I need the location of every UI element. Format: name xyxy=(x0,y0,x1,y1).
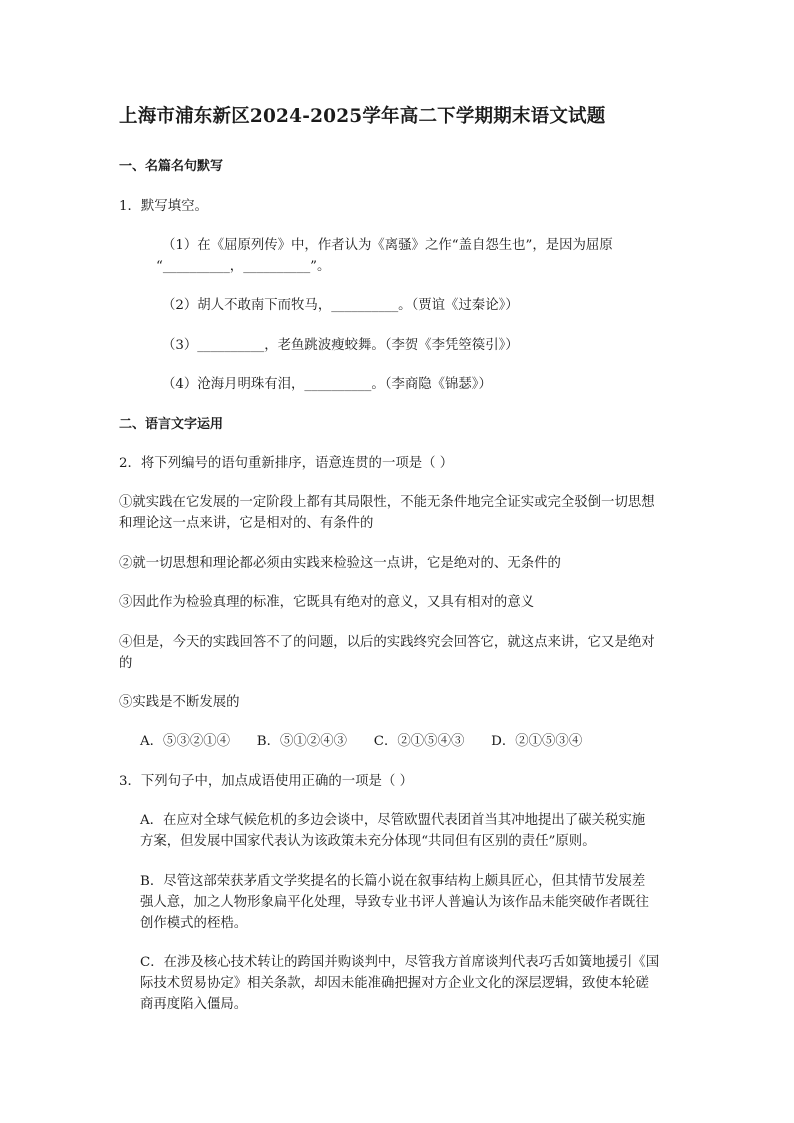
question-1-item-4: （4）沧海月明珠有泪，__________。（李商隐《锦瑟》） xyxy=(162,377,492,392)
question-3-stem: 3．下列句子中，加点成语使用正确的一项是（ ） xyxy=(119,774,413,789)
question-3-option-b: B．尽管这部荣获茅盾文学奖提名的长篇小说在叙事结构上颇具匠心，但其情节发展差 xyxy=(140,874,646,889)
question-2-stem: 2．将下列编号的语句重新排序，语意连贯的一项是（ ） xyxy=(119,456,454,471)
question-2-sentence-4: ④但是，今天的实践回答不了的问题，以后的实践终究会回答它，就这点来讲，它又是绝对 xyxy=(119,635,655,650)
question-3-option-c-cont-1: 际技术贸易协定》相关条款，却因未能准确把握对方企业文化的深层逻辑，致使本轮磋 xyxy=(140,976,649,991)
section-heading-1: 一、名篇名句默写 xyxy=(119,159,224,174)
question-3-option-c-cont-2: 商再度陷入僵局。 xyxy=(140,997,248,1012)
question-3-option-a: A．在应对全球气候危机的多边会谈中，尽管欧盟代表团首当其冲地提出了碳关税实施 xyxy=(140,813,646,828)
question-1-item-2: （2）胡人不敢南下而牧马，__________。（贾谊《过秦论》） xyxy=(162,298,519,313)
question-1-item-1-cont: “__________，__________”。 xyxy=(156,259,331,274)
question-1-item-3: （3）__________，老鱼跳波瘦蛟舞。（李贺《李凭箜篌引》） xyxy=(162,338,519,353)
question-1-stem: 1．默写填空。 xyxy=(119,199,208,214)
question-3-option-b-cont-2: 创作模式的桎梏。 xyxy=(140,916,248,931)
question-2-options: A．⑤③②①④ B．⑤①②④③ C．②①⑤④③ D．②①⑤③④ xyxy=(140,734,583,749)
question-2-sentence-2: ②就一切思想和理论都必须由实践来检验这一点讲，它是绝对的、无条件的 xyxy=(119,556,561,571)
document-title: 上海市浦东新区2024-2025学年高二下学期期末语文试题 xyxy=(119,106,606,127)
question-2-sentence-5: ⑤实践是不断发展的 xyxy=(119,695,240,710)
question-3-option-c: C．在涉及核心技术转让的跨国并购谈判中，尽管我方首席谈判代表巧舌如簧地援引《国 xyxy=(140,955,660,970)
question-1-item-1: （1）在《屈原列传》中，作者认为《离骚》之作“盖自怨生也”，是因为屈原 xyxy=(162,238,613,253)
question-2-sentence-1: ①就实践在它发展的一定阶段上都有其局限性，不能无条件地完全证实或完全驳倒一切思想 xyxy=(119,495,655,510)
question-2-sentence-1-cont: 和理论这一点来讲，它是相对的、有条件的 xyxy=(119,516,374,531)
section-heading-2: 二、语言文字运用 xyxy=(119,417,224,432)
question-3-option-b-cont-1: 强人意，加之人物形象扁平化处理，导致专业书评人普遍认为该作品未能突破作者既往 xyxy=(140,895,649,910)
question-2-sentence-4-cont: 的 xyxy=(119,656,133,671)
question-2-sentence-3: ③因此作为检验真理的标准，它既具有绝对的意义，又具有相对的意义 xyxy=(119,595,535,610)
question-3-option-a-cont: 方案，但发展中国家代表认为该政策未充分体现“共同但有区别的责任”原则。 xyxy=(140,834,596,849)
